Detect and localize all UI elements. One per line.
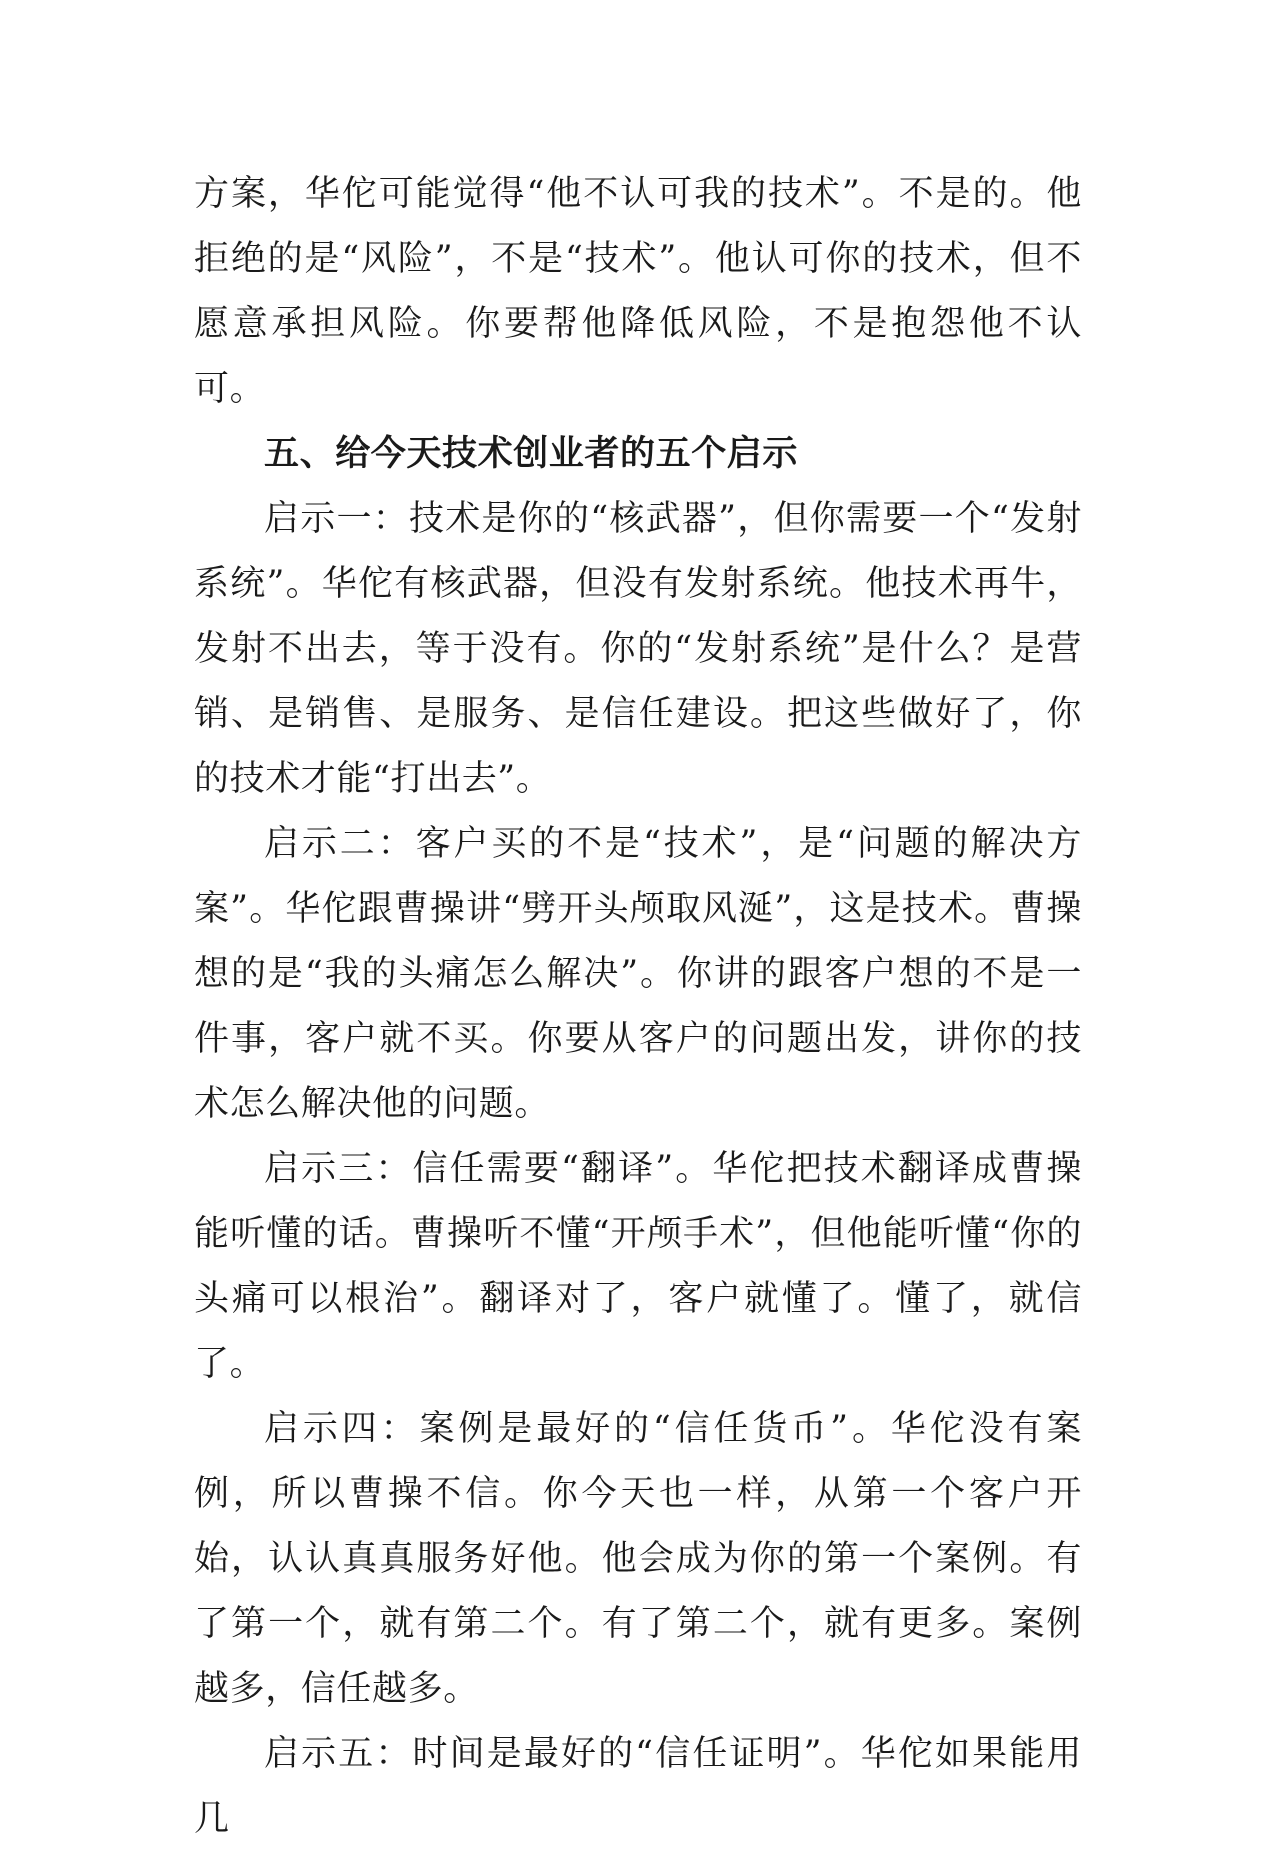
paragraph-insight-2: 启示二：客户买的不是“技术”，是“问题的解决方案”。华佗跟曹操讲“劈开头颅取风涎”，这是技术。曹操想的是“我的头痛怎么解决”。你讲的跟客户想的不是一件事，客户就不买。你要从客户的问题出发，讲你的技术怎么解决他的问题。: [194, 824, 1082, 1124]
paragraph-insight-5: 启示五：时间是最好的“信任证明”。华佗如果能用几: [194, 1734, 1082, 1839]
paragraph-insight-1: 启示一：技术是你的“核武器”，但你需要一个“发射系统”。华佗有核武器，但没有发射系统。他技术再牛，发射不出去，等于没有。你的“发射系统”是什么？是营销、是销售、是服务、是信任建设。把这些做好了，你的技术才能“打出去”。: [194, 499, 1082, 799]
paragraph-insight-4: 启示四：案例是最好的“信任货币”。华佗没有案例，所以曹操不信。你今天也一样，从第一个客户开始，认认真真服务好他。他会成为你的第一个案例。有了第一个，就有第二个。有了第二个，就有更多。案例越多，信任越多。: [194, 1409, 1082, 1709]
paragraph-continued: 方案，华佗可能觉得“他不认可我的技术”。不是的。他拒绝的是“风险”，不是“技术”。他认可你的技术，但不愿意承担风险。你要帮他降低风险，不是抱怨他不认可。: [194, 174, 1082, 409]
body-text: [194, 162, 1082, 1852]
section-heading: 五、给今天技术创业者的五个启示: [264, 434, 799, 474]
paragraph-insight-3: 启示三：信任需要“翻译”。华佗把技术翻译成曹操能听懂的话。曹操听不懂“开颅手术”，但他能听懂“你的头痛可以根治”。翻译对了，客户就懂了。懂了，就信了。: [194, 1149, 1082, 1384]
